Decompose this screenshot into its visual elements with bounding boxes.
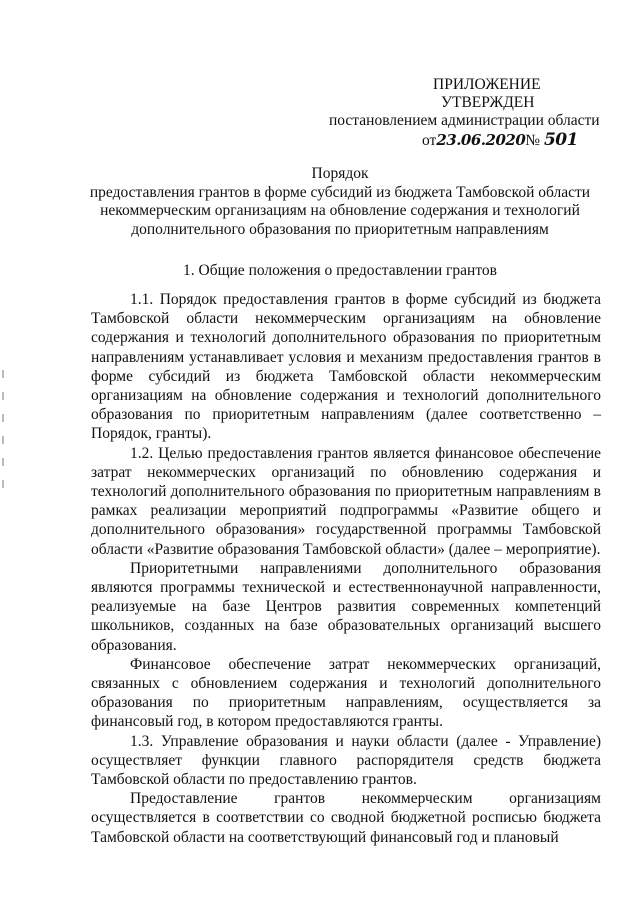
title-line-1: Порядок bbox=[311, 165, 369, 182]
number-label: № bbox=[525, 132, 541, 149]
approved-label: УТВЕРЖДЕН bbox=[441, 94, 535, 111]
appendix-label: ПРИЛОЖЕНИЕ bbox=[433, 76, 541, 93]
handwritten-number: 501 bbox=[543, 130, 578, 150]
paragraph-grants: Предоставление грантов некоммерческим организациям осуществляется в соответствии со сводной бюджетной росписью бюджета Тамбовской области на соответствующий финансовый год и плановый bbox=[91, 790, 601, 846]
title-line-4: дополнительного образования по приоритетным направлениям bbox=[131, 220, 549, 238]
paragraph-financing: Финансовое обеспечение затрат некоммерческих организаций, связанных с обновлением содержания и технологий дополнительного образования по приоритетным направлениям, осуществляется за финансовый год, в котором предоставляются гранты. bbox=[91, 655, 601, 731]
from-label: от bbox=[422, 132, 437, 149]
paragraph-1-2: 1.2. Целью предоставления грантов является финансовое обеспечение затрат некоммерческих организаций по обновлению содержания и технологий дополнительного образования по приоритетным направлениям в рамках реализации мероприятий подпрограммы «Развитие общего и дополнительного образования» государственной программы Тамбовской области «Развитие образования Тамбовской области» (далее – мероприятие). bbox=[91, 444, 601, 558]
scan-margin-marks bbox=[2, 370, 5, 530]
document-body bbox=[91, 290, 601, 847]
paragraph-1-1: 1.1. Порядок предоставления грантов в форме субсидий из бюджета Тамбовской области некоммерческим организациям на обновление содержания и технологий дополнительного образования по приоритетным направлениям устанавливает условия и механизм предоставления грантов в форме субсидий из бюджета Тамбовской области некоммерческим организациям на обновление содержания и технологий дополнительного образования по приоритетным направлениям (далее соответственно – Порядок, гранты). bbox=[91, 291, 601, 443]
section-heading: 1. Общие положения о предоставлении грантов bbox=[183, 262, 497, 279]
document-title bbox=[60, 165, 620, 239]
decree-line: постановлением администрации области bbox=[329, 112, 600, 129]
title-line-2: предоставления грантов в форме субсидий из бюджета Тамбовской области bbox=[89, 183, 591, 201]
paragraph-1-3: 1.3. Управление образования и науки области (далее - Управление) осуществляет функции главного распорядителя средств бюджета Тамбовской области по предоставлению грантов. bbox=[91, 732, 601, 789]
approval-stamp bbox=[428, 76, 618, 112]
paragraph-priority: Приоритетными направлениями дополнительного образования являются программы технической и естественнонаучной направленности, реализуемые на базе Центров развития современных компетенций школьников, созданных на базе образовательных организаций высшего образования. bbox=[91, 559, 601, 654]
decree-number-line bbox=[422, 130, 578, 150]
title-line-3: некоммерческим организациям на обновление содержания и технологий bbox=[100, 202, 580, 220]
handwritten-date: 23.06.2020 bbox=[436, 131, 526, 149]
